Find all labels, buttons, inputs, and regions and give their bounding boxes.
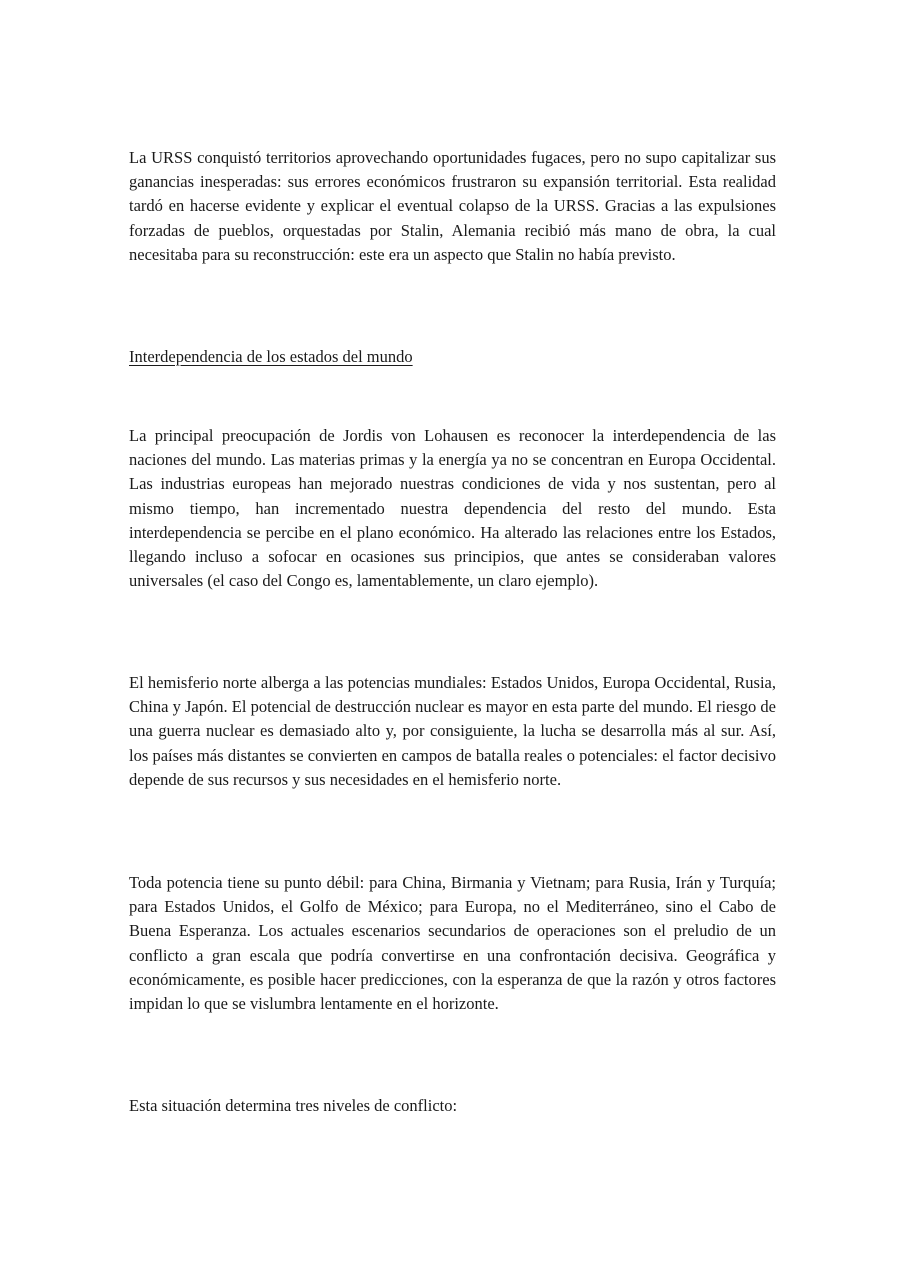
paragraph-weak-points: Toda potencia tiene su punto débil: para China, Birmania y Vietnam; para Rusia, Irán y Turquía; para Estados Unidos, el Golfo de México; para Europa, no el Mediterráneo, sino el Cabo de Buena Esperanza. Los actuales escenarios secundarios de operaciones son el preludio de un conflicto a gran escala que podría convertirse en una confrontación decisiva. Geográfica y económicamente, es posible hacer predicciones, con la esperanza de que la razón y otros factores impidan lo que se vislumbra lentamente en el horizonte. bbox=[129, 873, 776, 1014]
section-heading: Interdependencia de los estados del mundo bbox=[129, 347, 413, 366]
paragraph-conflict-levels: Esta situación determina tres niveles de conflicto: bbox=[129, 1096, 458, 1115]
paragraph-northern-hemisphere: El hemisferio norte alberga a las potencias mundiales: Estados Unidos, Europa Occidental, Rusia, China y Japón. El potencial de destrucción nuclear es mayor en esta parte del mundo. El riesgo de una guerra nuclear es demasiado alto y, por consiguiente, la lucha se desarrolla más al sur. Así, los países más distantes se convierten en campos de batalla reales o potenciales: el factor decisivo depende de sus recursos y sus necesidades en el hemisferio norte. bbox=[129, 673, 776, 789]
paragraph-interdependence: La principal preocupación de Jordis von Lohausen es reconocer la interdependencia de las naciones del mundo. Las materias primas y la energía ya no se concentran en Europa Occidental. Las industrias europeas han mejorado nuestras condiciones de vida y nos sustentan, pero al mismo tiempo, han incrementado nuestra dependencia del resto del mundo. Esta interdependencia se percibe en el plano económico. Ha alterado las relaciones entre los Estados, llegando incluso a sofocar en ocasiones sus principios, que antes se consideraban valores universales (el caso del Congo es, lamentablemente, un claro ejemplo). bbox=[129, 426, 776, 591]
paragraph-urss-expansion: La URSS conquistó territorios aprovechando oportunidades fugaces, pero no supo capitalizar sus ganancias inesperadas: sus errores económicos frustraron su expansión territorial. Esta realidad tardó en hacerse evidente y explicar el eventual colapso de la URSS. Gracias a las expulsiones forzadas de pueblos, orquestadas por Stalin, Alemania recibió más mano de obra, la cual necesitaba para su reconstrucción: este era un aspecto que Stalin no había previsto. bbox=[129, 148, 776, 264]
